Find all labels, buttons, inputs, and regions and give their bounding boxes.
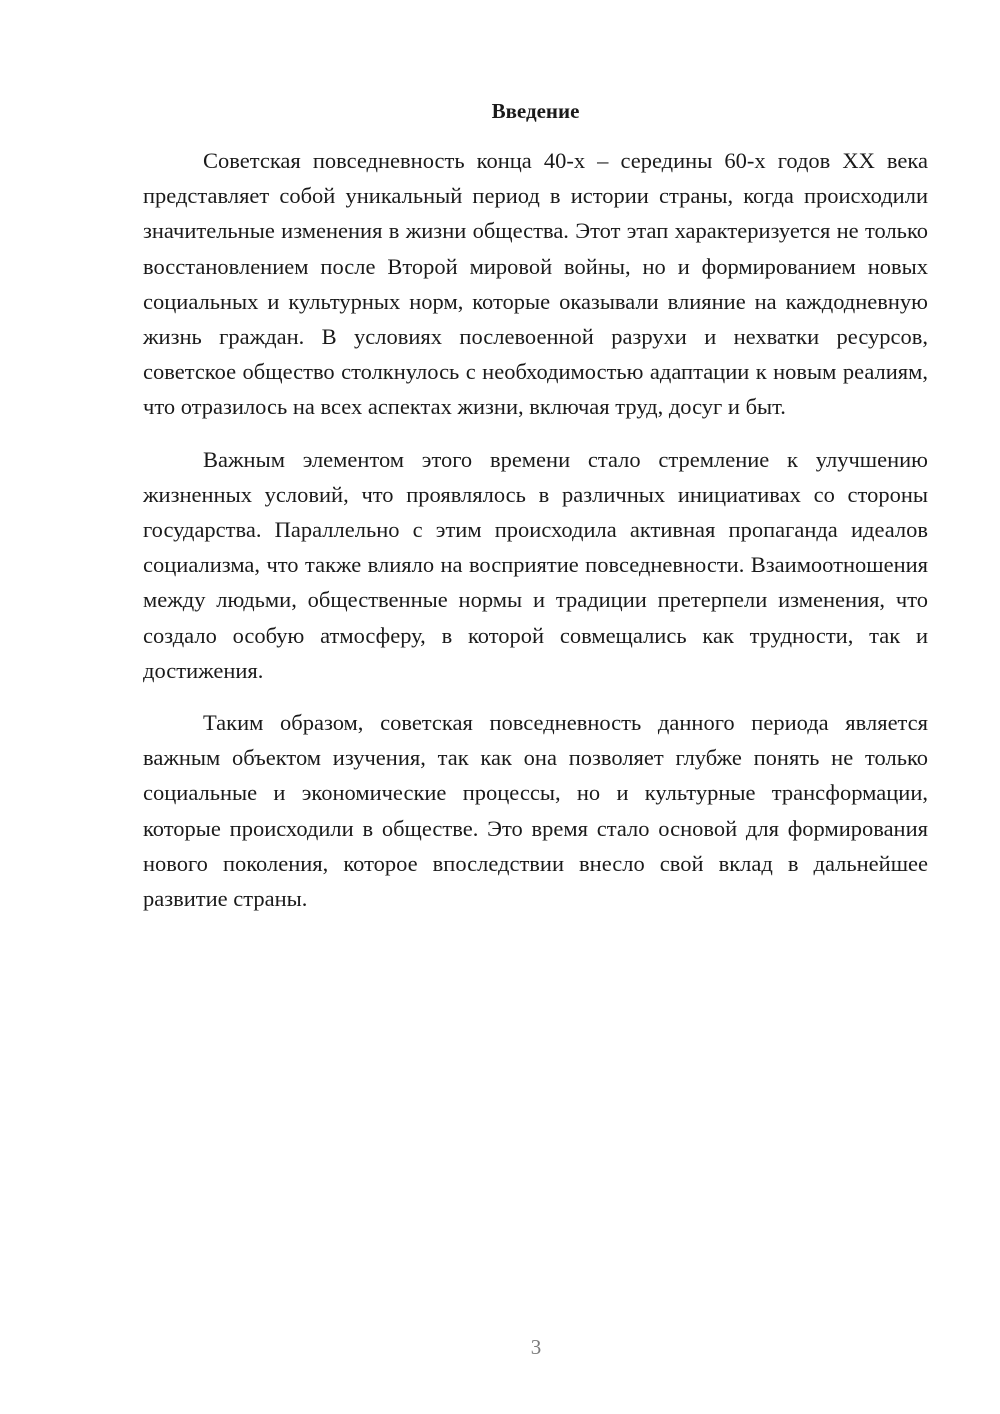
paragraph-2: Важным элементом этого времени стало стремление к улучшению жизненных условий, что проявлялось в различных инициативах со стороны государства. Параллельно с этим происходила активная пропаганда идеалов социализма, что также влияло на восприятие повседневности. Взаимоотношения между людьми, общественные нормы и традиции претерпели изменения, что создало особую атмосферу, в которой совмещались как трудности, так и достижения. bbox=[143, 446, 928, 683]
paragraph-1: Советская повседневность конца 40-х – середины 60-х годов XX века представляет собой уникальный период в истории страны, когда происходили значительные изменения в жизни общества. Этот этап характеризуется не только восстановлением после Второй мировой войны, но и формированием новых социальных и культурных норм, которые оказывали влияние на каждодневную жизнь граждан. В условиях послевоенной разрухи и нехватки ресурсов, советское общество столкнулось с необходимостью адаптации к новым реалиям, что отразилось на всех аспектах жизни, включая труд, досуг и быт. bbox=[143, 148, 928, 420]
section-heading: Введение bbox=[491, 99, 580, 123]
page-content bbox=[143, 96, 928, 933]
page-number: 3 bbox=[530, 1335, 542, 1359]
paragraph-3: Таким образом, советская повседневность данного периода является важным объектом изучения, так как она позволяет глубже понять не только социальные и экономические процессы, но и культурные трансформации, которые происходили в обществе. Это время стало основой для формирования нового поколения, которое впоследствии внесло свой вклад в дальнейшее развитие страны. bbox=[143, 710, 928, 912]
